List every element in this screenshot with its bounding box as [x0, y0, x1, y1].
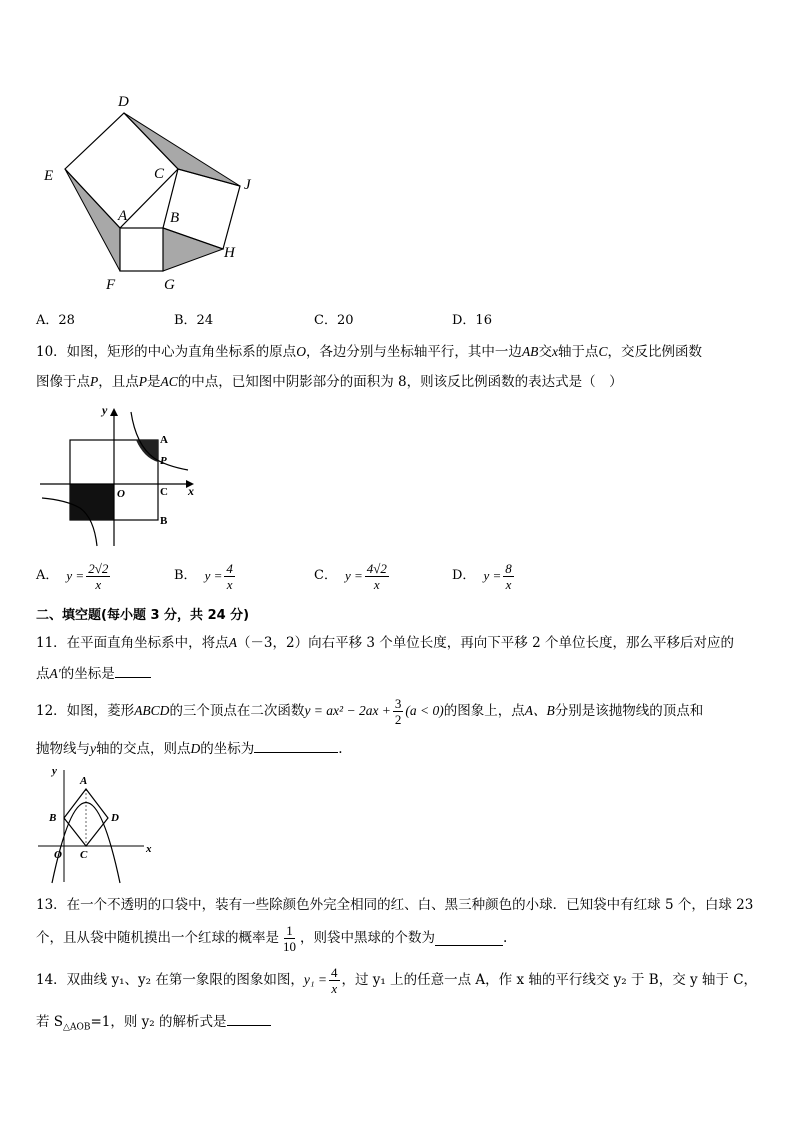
- q14-line1: 14．双曲线 y₁、y₂ 在第一象限的图象如图， y₁ = $\frac{4}{x}$ ，过 y₁ 上的任意一点 A，作 x 轴的平行线交 y₂ 于 B，交 y 轴于 C，: [36, 964, 758, 996]
- q9-option-a: A．28: [36, 313, 75, 328]
- q9-label-B: B: [170, 210, 180, 226]
- q10-label-C: C: [160, 486, 168, 498]
- q9-label-G: G: [164, 277, 175, 293]
- q9-label-F: F: [106, 277, 116, 293]
- q13-line1: 13．在一个不透明的口袋中，装有一些除颜色外完全相同的红、白、黑三种颜色的小球．已知袋中有红球 5 个，白球 23: [36, 897, 754, 913]
- q10-option-a: A． y = $\frac{2√2}{x}$: [36, 560, 109, 592]
- q10-option-d: D． y = $\frac{8}{x}$: [452, 560, 512, 592]
- q10-label-y: y: [102, 403, 108, 417]
- q10-y-arrow: [110, 408, 118, 416]
- q9-label-C: C: [154, 166, 165, 182]
- q12-line1: 12．如图，菱形 ABCD 的三个顶点在二次函数 y = ax² − 2ax + $\frac{3}{2}$ (a < 0) 的图象上，点 A、B 分别是该抛物线的顶点和: [36, 695, 704, 727]
- q9-label-E: E: [44, 168, 54, 184]
- q10-option-b: B． y = $\frac{4}{x}$: [174, 560, 233, 592]
- q9-square-abgf: [120, 228, 163, 271]
- q12-label-A: A: [80, 775, 88, 787]
- q10-option-c: C． y = $\frac{4√2}{x}$: [314, 560, 387, 592]
- q12-label-y: y: [52, 765, 57, 777]
- q11-answer-blank[interactable]: [115, 663, 151, 678]
- q13-answer-blank[interactable]: [435, 931, 503, 946]
- q9-label-D: D: [118, 94, 129, 110]
- q12-label-O: O: [54, 849, 62, 861]
- q14-line2: 若 $S_{\triangle AOB}=1$，则 y₂ 的解析式是: [36, 1011, 271, 1038]
- q10-line2: 图像于点P，且点P是AC的中点，已知图中阴影部分的面积为 8，则该反比例函数的表达式是（ ）: [36, 374, 623, 390]
- q12-label-C: C: [80, 849, 88, 861]
- q9-option-b: B．24: [174, 313, 214, 328]
- q11-line1: 11．在平面直角坐标系中，将点A（－3，2）向右平移 3 个单位长度，再向下平移 2 个单位长度，那么平移后对应的: [36, 635, 734, 651]
- q9-shade-bhg: [163, 228, 223, 271]
- q10-line1: 10．如图，矩形的中心为直角坐标系的原点O，各边分别与坐标轴平行，其中一边AB交x轴于点C，交反比例函数: [36, 344, 702, 360]
- q9-figure: [36, 86, 266, 300]
- q13-line2: 个，且从袋中随机摸出一个红球的概率是 $\frac{1}{10}$ ，则袋中黑球的个数为 .: [36, 922, 508, 954]
- q10-label-O: O: [117, 488, 125, 500]
- q9-option-c: C．20: [314, 313, 354, 328]
- q12-label-B: B: [49, 812, 57, 824]
- q9-shade-djc: [124, 113, 240, 186]
- q9-label-A: A: [118, 208, 128, 224]
- q12-label-x: x: [146, 843, 152, 855]
- q10-label-P: P: [160, 455, 167, 467]
- q9-option-d: D．16: [452, 313, 492, 328]
- q10-label-B: B: [160, 515, 168, 527]
- q10-label-x: x: [188, 484, 194, 498]
- section-2-heading: 二、填空题(每小题 3 分，共 24 分): [36, 608, 250, 623]
- q10-label-A: A: [160, 434, 168, 446]
- q9-label-H: H: [224, 245, 235, 261]
- q12-figure: [36, 762, 166, 884]
- q12-answer-blank[interactable]: [254, 738, 338, 753]
- q10-shade-bottom-left-block: [70, 484, 114, 520]
- q11-line2: 点A′的坐标是: [36, 663, 151, 684]
- q12-label-D: D: [111, 812, 119, 824]
- q10-figure: [36, 400, 206, 548]
- q9-label-J: J: [244, 177, 251, 193]
- q14-answer-blank[interactable]: [227, 1011, 271, 1026]
- q12-line2: 抛物线与y轴的交点，则点D的坐标为 .: [36, 738, 343, 759]
